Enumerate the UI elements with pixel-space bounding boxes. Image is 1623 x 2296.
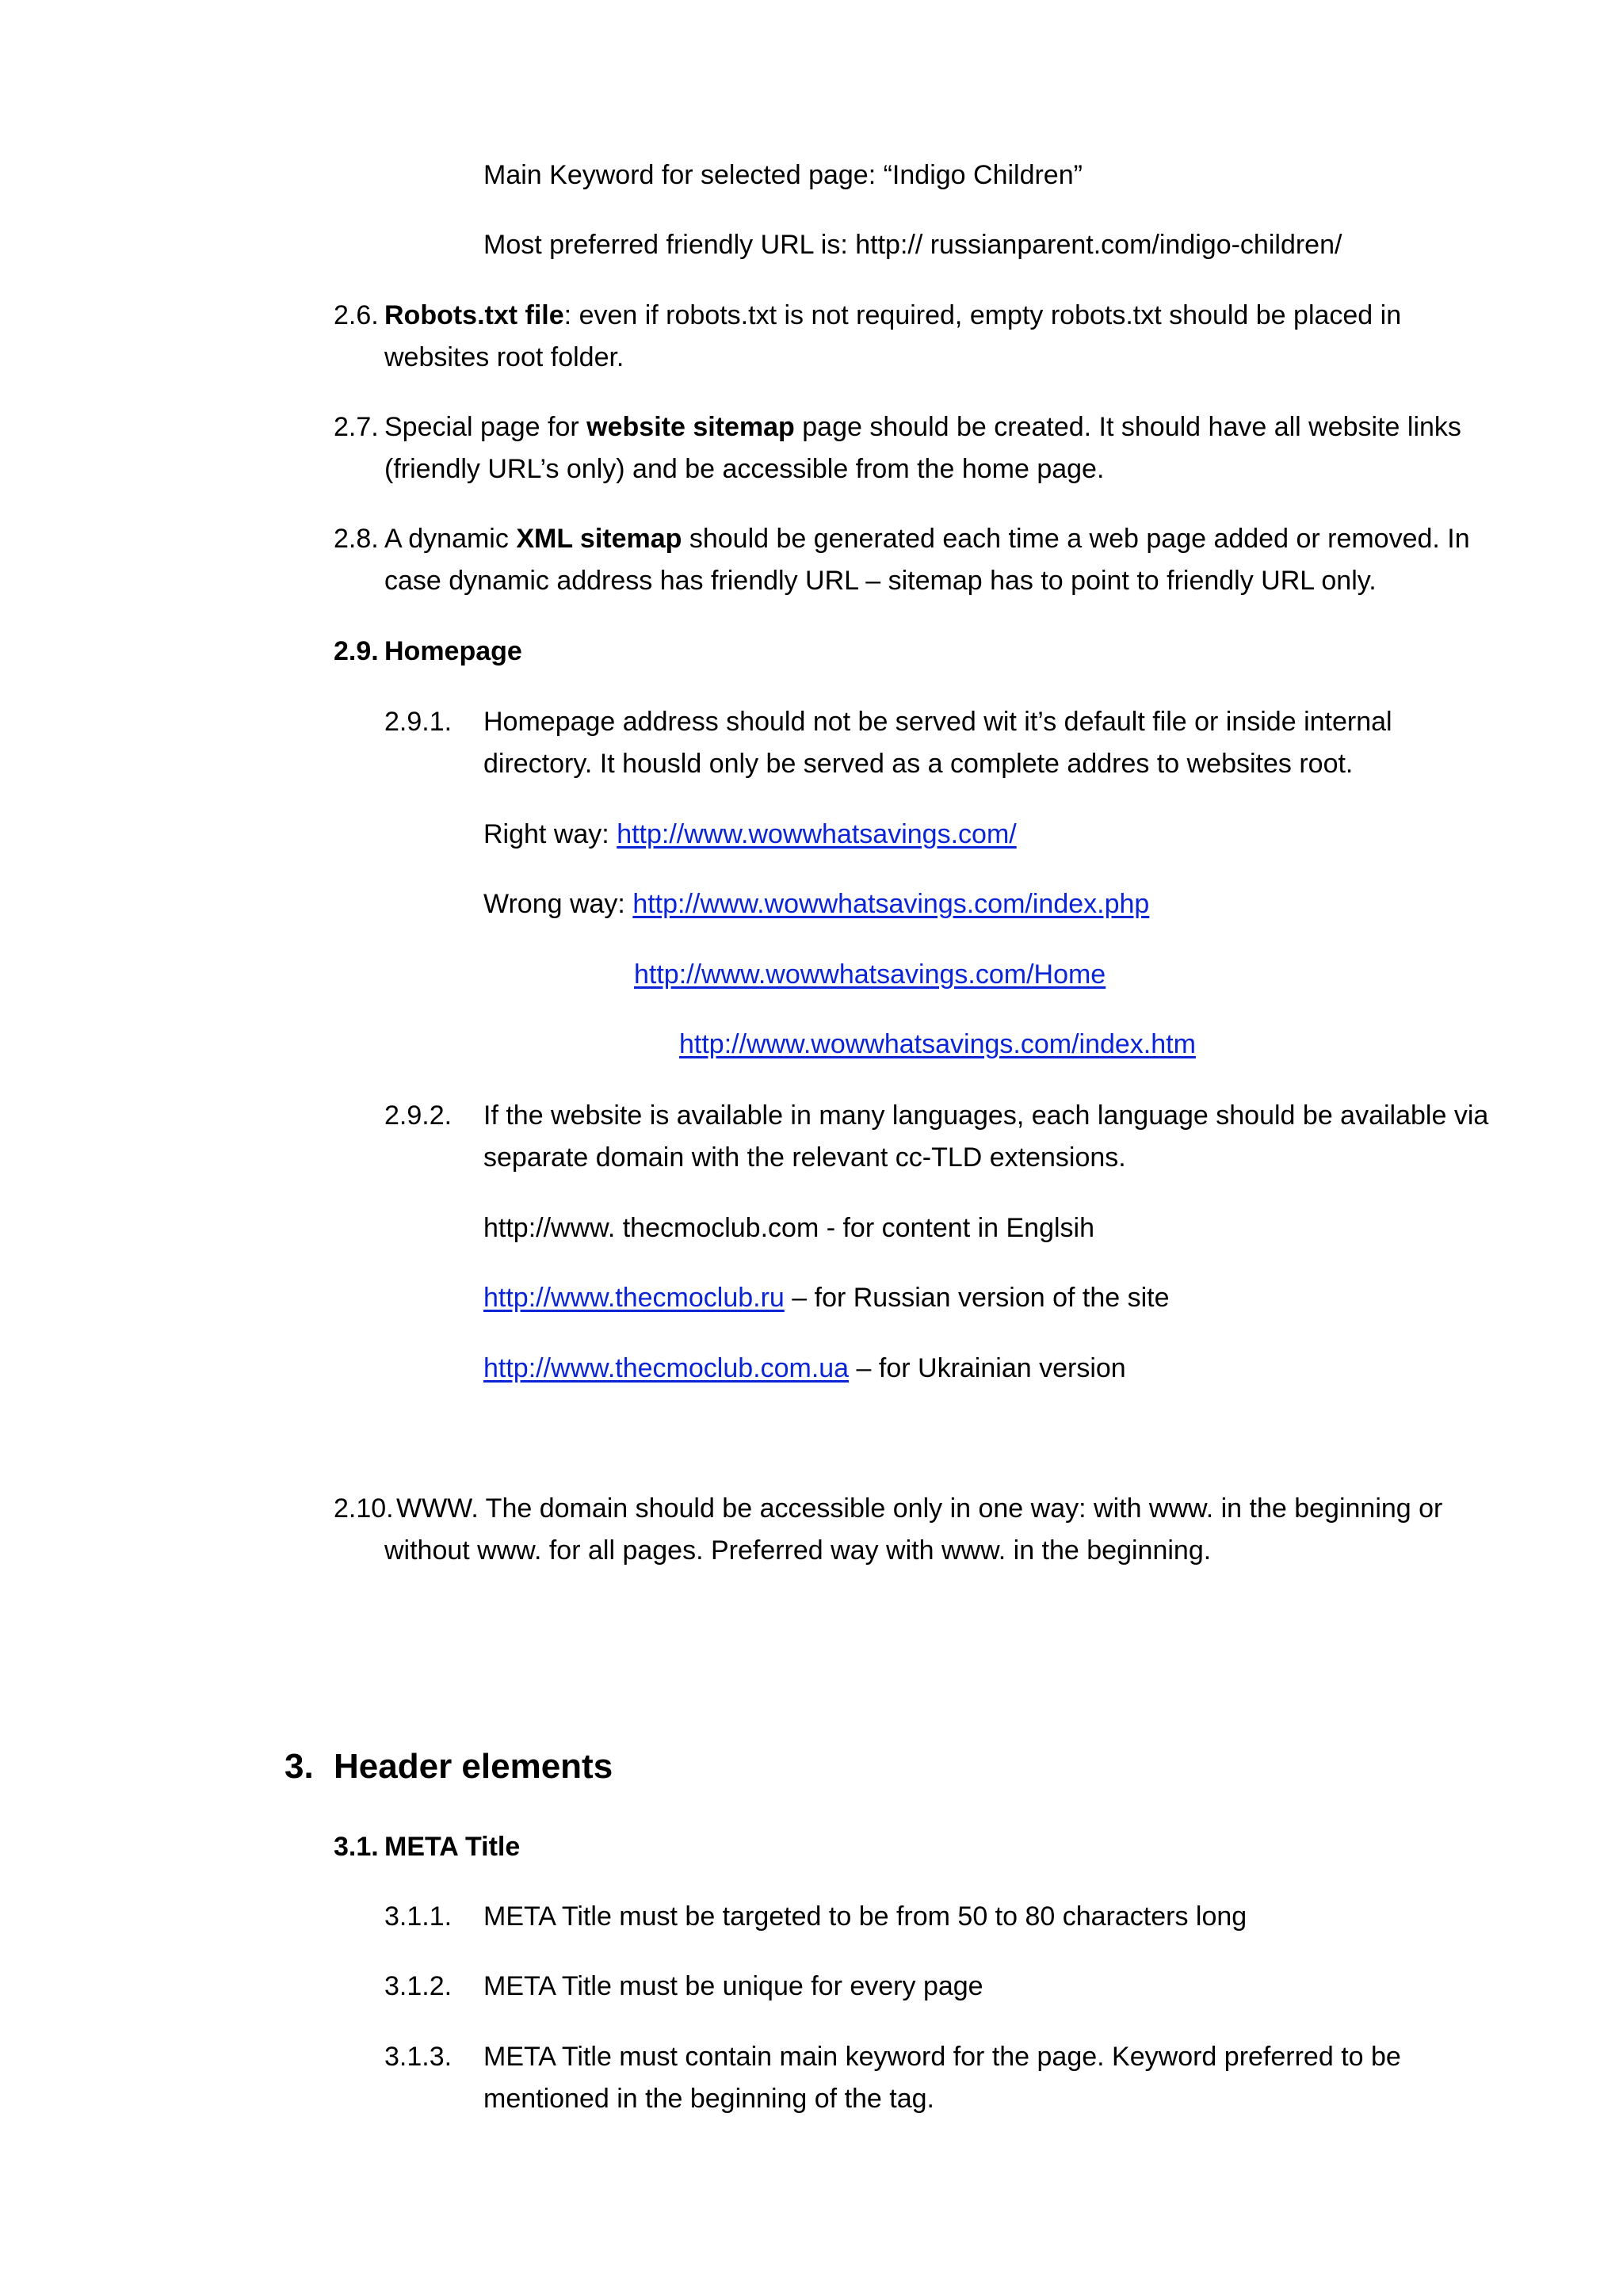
russian-version-link[interactable]: http://www.thecmoclub.ru bbox=[483, 1283, 785, 1313]
bold-term-xml-sitemap: XML sitemap bbox=[516, 524, 682, 554]
item-2-6-line-1 bbox=[384, 295, 1401, 337]
item-3-1-3-line-1: META Title must contain main keyword for the page. Keyword preferred to be bbox=[483, 2042, 1401, 2072]
item-2-9-2-line-2: separate domain with the relevant cc-TLD extensions. bbox=[483, 1142, 1126, 1173]
bold-term-robots: Robots.txt file bbox=[384, 300, 564, 330]
item-3-1-3-line-2: mentioned in the beginning of the tag. bbox=[483, 2084, 934, 2114]
preferred-url-line: Most preferred friendly URL is: http:// russianparent.com/indigo-children/ bbox=[483, 230, 1342, 260]
ukrainian-version-link[interactable]: http://www.thecmoclub.com.ua bbox=[483, 1353, 850, 1383]
item-number-3-1-1: 3.1.1. bbox=[384, 1901, 453, 1932]
right-way-line bbox=[483, 814, 1017, 856]
item-2-6-line-2: websites root folder. bbox=[384, 342, 624, 372]
item-number-3-1-3: 3.1.3. bbox=[384, 2042, 453, 2072]
item-2-10-line-2: without www. for all pages. Preferred way with www. in the beginning. bbox=[384, 1535, 1212, 1566]
item-2-8-line-2: case dynamic address has friendly URL – sitemap has to point to friendly URL only. bbox=[384, 566, 1377, 596]
bold-term-website-sitemap: website sitemap bbox=[586, 412, 795, 442]
item-number-2-9: 2.9. bbox=[334, 636, 379, 666]
wrong-way-line-2 bbox=[634, 954, 1106, 996]
item-number-2-8: 2.8. bbox=[334, 524, 379, 554]
example-russian-line bbox=[483, 1277, 1170, 1319]
item-number-3-1-2: 3.1.2. bbox=[384, 1971, 453, 2001]
section-3-number: 3. bbox=[285, 1747, 314, 1786]
ukrainian-version-text: – for Ukrainian version bbox=[849, 1353, 1126, 1383]
russian-version-text: – for Russian version of the site bbox=[784, 1283, 1170, 1313]
right-way-link[interactable]: http://www.wowwhatsavings.com/ bbox=[617, 819, 1017, 849]
item-2-7-text: page should be created. It should have all website links bbox=[794, 412, 1461, 442]
wrong-way-link-home[interactable]: http://www.wowwhatsavings.com/Home bbox=[634, 959, 1106, 990]
item-2-9-1-line-2: directory. It housld only be served as a complete addres to websites root. bbox=[483, 749, 1354, 779]
item-2-8-pre: A dynamic bbox=[384, 524, 517, 554]
wrong-way-link-index-htm[interactable]: http://www.wowwhatsavings.com/index.htm bbox=[679, 1029, 1196, 1059]
meta-title-heading: META Title bbox=[384, 1832, 521, 1862]
main-keyword-line: Main Keyword for selected page: “Indigo Children” bbox=[483, 160, 1083, 190]
wrong-way-line bbox=[483, 883, 1149, 925]
wrong-way-link-index-php[interactable]: http://www.wowwhatsavings.com/index.php bbox=[632, 889, 1150, 919]
item-2-8-text: should be generated each time a web page added or removed. In bbox=[682, 524, 1470, 554]
section-3-heading: Header elements bbox=[334, 1747, 613, 1786]
item-3-1-1-line-1: META Title must be targeted to be from 50 to 80 characters long bbox=[483, 1901, 1247, 1932]
item-2-7-line-2: (friendly URL’s only) and be accessible from the home page. bbox=[384, 454, 1105, 484]
item-2-9-2-line-1: If the website is available in many languages, each language should be available via bbox=[483, 1100, 1489, 1131]
item-number-2-9-1: 2.9.1. bbox=[384, 707, 453, 737]
wrong-way-label: Wrong way: bbox=[483, 889, 633, 919]
example-ukrainian-line bbox=[483, 1348, 1126, 1390]
homepage-heading: Homepage bbox=[384, 636, 522, 666]
item-number-2-6: 2.6. bbox=[334, 300, 379, 330]
item-2-8-line-1 bbox=[384, 518, 1470, 560]
item-2-10-line-1: WWW. The domain should be accessible only in one way: with www. in the beginning or bbox=[396, 1493, 1443, 1524]
item-2-6-text: : even if robots.txt is not required, empty robots.txt should be placed in bbox=[563, 300, 1402, 330]
item-number-2-9-2: 2.9.2. bbox=[384, 1100, 453, 1131]
item-3-1-2-line-1: META Title must be unique for every page bbox=[483, 1971, 983, 2001]
item-number-2-10: 2.10. bbox=[334, 1493, 394, 1524]
item-2-9-1-line-1: Homepage address should not be served wit it’s default file or inside internal bbox=[483, 707, 1392, 737]
item-number-2-7: 2.7. bbox=[334, 412, 379, 442]
right-way-label: Right way: bbox=[483, 819, 617, 849]
item-number-3-1: 3.1. bbox=[334, 1832, 379, 1862]
item-2-7-pre: Special page for bbox=[384, 412, 587, 442]
example-english-line: http://www. thecmoclub.com - for content in Englsih bbox=[483, 1213, 1095, 1243]
item-2-7-line-1 bbox=[384, 406, 1461, 448]
wrong-way-line-3 bbox=[679, 1024, 1196, 1066]
